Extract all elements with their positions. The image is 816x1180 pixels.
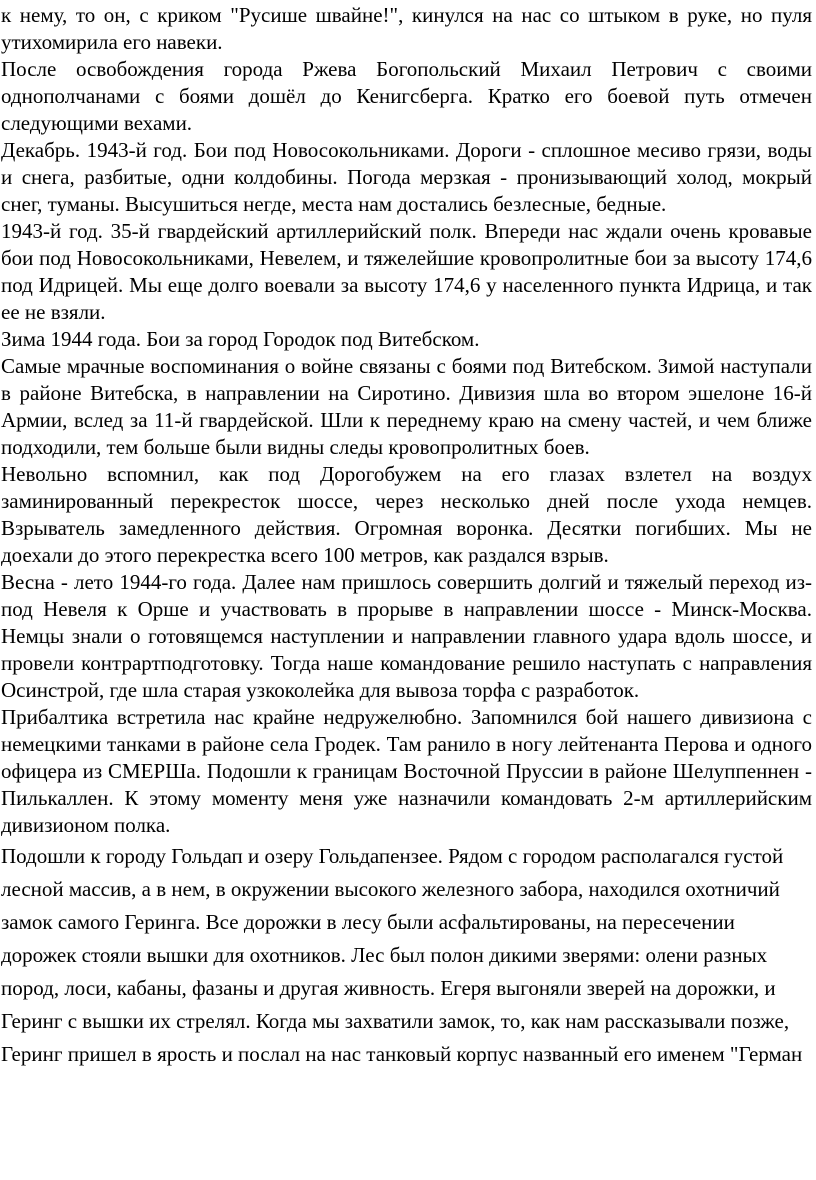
paragraph-winter-1944: Зима 1944 года. Бои за город Городок под Витебском. <box>1 327 480 351</box>
paragraph-baltics: Прибалтика встретила нас крайне недружелюбно. Запомнился бой нашего дивизиона с немецкими танками в районе села Гродек. Там ранило в ногу лейтенанта Перова и одного офицера из СМЕРШа. Подошли к границам Восточной Пруссии в районе Шелуппеннен - Пилькаллен. К этому моменту меня уже назначили командовать 2-м артиллерийским дивизионом полка. <box>1 705 812 837</box>
document-body <box>1 2 812 839</box>
paragraph-spring-summer-1944: Весна - лето 1944-го года. Далее нам пришлось совершить долгий и тяжелый переход из-под Невеля к Орше и участвовать в прорыве в направлении шоссе - Минск-Москва. Немцы знали о готовящемся наступлении и направлении главного удара вдоль шоссе, и провели контрартподготовку. Тогда наше командование решило наступать с направления Осинстрой, где шла старая узкоколейка для вывоза торфа с разработок. <box>1 570 812 702</box>
paragraph-liberation-rzhev: После освобождения города Ржева Богопольский Михаил Петрович с своими однополчанами с боями дошёл до Кенигсберга. Кратко его боевой путь отмечен следующими вехами. <box>1 57 812 135</box>
document-tail <box>1 840 812 1071</box>
paragraph-continuation: к нему, то он, с криком "Русише швайне!", кинулся на нас со штыком в руке, но пуля утихомирила его навеки. <box>1 3 812 54</box>
paragraph-dorogobuzh: Невольно вспомнил, как под Дорогобужем на его глазах взлетел на воздух заминированный перекресток шоссе, через несколько дней после ухода немцев. Взрыватель замедленного действия. Огромная воронка. Десятки погибших. Мы не доехали до этого перекрестка всего 100 метров, как раздался взрыв. <box>1 462 812 567</box>
paragraph-vitebsk-memories: Самые мрачные воспоминания о войне связаны с боями под Витебском. Зимой наступали в районе Витебска, в направлении на Сиротино. Дивизия шла во втором эшелоне 16-й Армии, вслед за 11-й гвардейской. Шли к переднему краю на смену частей, и чем ближе подходили, тем больше были видны следы кровопролитных боев. <box>1 354 812 459</box>
paragraph-35th-guards-regiment: 1943-й год. 35-й гвардейский артиллерийский полк. Впереди нас ждали очень кровавые бои под Новосокольниками, Невелем, и тяжелейшие кровопролитные бои за высоту 174,6 под Идрицей. Мы еще долго воевали за высоту 174,6 у населенного пункта Идрица, и так ее не взяли. <box>1 219 812 324</box>
paragraph-goldap: Подошли к городу Гольдап и озеру Гольдапензее. Рядом с городом располагался густой лесной массив, а в нем, в окружении высокого железного забора, находился охотничий замок самого Геринга. Все дорожки в лесу были асфальтированы, на пересечении дорожек стояли вышки для охотников. Лес был полон дикими зверями: олени разных пород, лоси, кабаны, фазаны и другая живность. Егеря выгоняли зверей на дорожки, и Геринг с вышки их стрелял. Когда мы захватили замок, то, как нам рассказывали позже, Геринг пришел в ярость и послал на нас танковый корпус названный его именем "Герман <box>1 844 803 1066</box>
paragraph-december-1943: Декабрь. 1943-й год. Бои под Новосокольниками. Дороги - сплошное месиво грязи, воды и снега, разбитые, одни колдобины. Погода мерзкая - пронизывающий холод, мокрый снег, туманы. Высушиться негде, места нам достались безлесные, бедные. <box>1 138 812 216</box>
